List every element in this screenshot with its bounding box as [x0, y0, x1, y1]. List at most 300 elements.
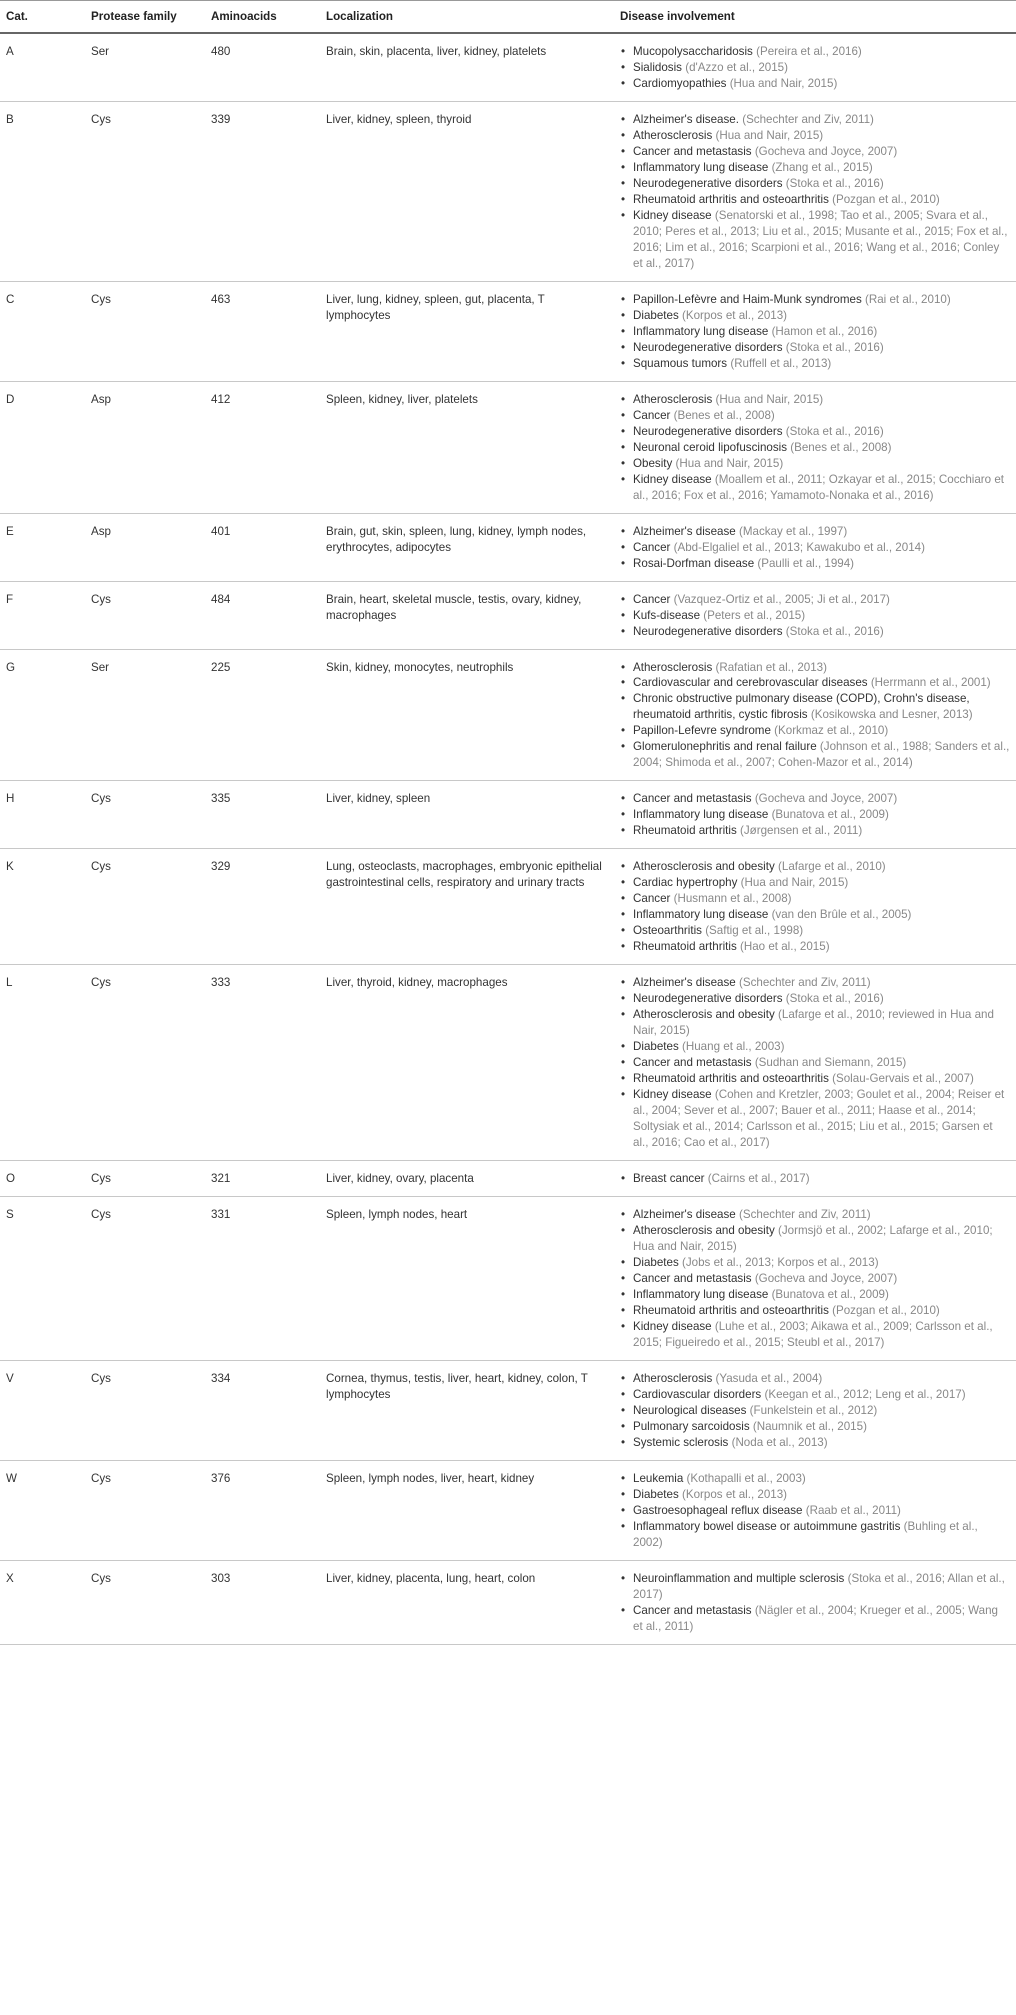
disease-item	[620, 540, 1010, 556]
disease-list	[620, 112, 1010, 272]
cell-cat: G	[0, 649, 85, 781]
cell-family: Cys	[85, 1360, 205, 1460]
disease-name: Squamous tumors	[633, 356, 728, 370]
disease-reference: (Jørgensen et al., 2011)	[739, 824, 863, 838]
disease-name: Cancer and metastasis	[633, 144, 752, 158]
disease-name: Papillon-Lefevre syndrome	[633, 724, 771, 738]
disease-item	[620, 660, 1010, 676]
cell-localization: Brain, skin, placenta, liver, kidney, platelets	[320, 33, 614, 101]
disease-name: Papillon-Lefèvre and Haim-Munk syndromes	[633, 292, 862, 306]
disease-item	[620, 1371, 1010, 1387]
cell-family: Cys	[85, 1197, 205, 1361]
disease-name: Breast cancer	[633, 1172, 705, 1186]
cell-cat: E	[0, 513, 85, 581]
cell-family: Ser	[85, 33, 205, 101]
disease-list	[620, 660, 1010, 772]
cell-disease	[614, 513, 1016, 581]
disease-item	[620, 1319, 1010, 1351]
disease-reference: (Paulli et al., 1994)	[757, 556, 855, 570]
disease-name: Atherosclerosis	[633, 392, 713, 406]
disease-name: Cancer	[633, 540, 671, 554]
header-row	[0, 1, 1016, 33]
disease-reference: (Jobs et al., 2013; Korpos et al., 2013)	[682, 1256, 879, 1270]
table-row	[0, 849, 1016, 965]
disease-reference: (Herrmann et al., 2001)	[870, 676, 991, 690]
cell-localization: Cornea, thymus, testis, liver, heart, kidney, colon, T lymphocytes	[320, 1360, 614, 1460]
disease-reference: (Stoka et al., 2016)	[785, 624, 884, 638]
disease-item	[620, 392, 1010, 408]
cell-localization: Brain, heart, skeletal muscle, testis, ovary, kidney, macrophages	[320, 581, 614, 649]
disease-reference: (Nägler et al., 2004; Krueger et al., 2005; Wang et al., 2011)	[633, 1603, 998, 1633]
disease-reference: (Funkelstein et al., 2012)	[749, 1403, 878, 1417]
disease-item	[620, 1603, 1010, 1635]
cell-aminoacids: 401	[205, 513, 320, 581]
table-row	[0, 649, 1016, 781]
disease-name: Inflammatory lung disease	[633, 908, 769, 922]
disease-reference: (Bunatova et al., 2009)	[771, 808, 889, 822]
disease-item	[620, 1039, 1010, 1055]
cell-disease	[614, 965, 1016, 1161]
disease-item	[620, 192, 1010, 208]
cell-cat: B	[0, 101, 85, 281]
disease-list	[620, 524, 1010, 572]
disease-item	[620, 1519, 1010, 1551]
disease-name: Alzheimer's disease	[633, 976, 736, 990]
cell-cat: X	[0, 1560, 85, 1644]
disease-name: Atherosclerosis and obesity	[633, 860, 775, 874]
cell-cat: C	[0, 281, 85, 381]
cell-localization: Spleen, kidney, liver, platelets	[320, 381, 614, 513]
disease-name: Inflammatory lung disease	[633, 808, 769, 822]
disease-item	[620, 356, 1010, 372]
disease-reference: (Mackay et al., 1997)	[738, 524, 848, 538]
disease-item	[620, 60, 1010, 76]
disease-reference: (Hao et al., 2015)	[739, 940, 830, 954]
disease-item	[620, 1287, 1010, 1303]
disease-item	[620, 1303, 1010, 1319]
disease-item	[620, 160, 1010, 176]
disease-item	[620, 1271, 1010, 1287]
disease-reference: (Pozgan et al., 2010)	[832, 192, 940, 206]
disease-reference: (Abd-Elgaliel et al., 2013; Kawakubo et al., 2014)	[673, 540, 925, 554]
header-aminoacids: Aminoacids	[205, 1, 320, 33]
disease-name: Alzheimer's disease	[633, 1208, 736, 1222]
cell-disease	[614, 101, 1016, 281]
disease-reference: (Rafatian et al., 2013)	[715, 660, 827, 674]
disease-reference: (Saftig et al., 1998)	[705, 924, 804, 938]
disease-item	[620, 975, 1010, 991]
disease-item	[620, 1055, 1010, 1071]
disease-item	[620, 1071, 1010, 1087]
disease-reference: (Huang et al., 2003)	[682, 1040, 785, 1054]
disease-item	[620, 292, 1010, 308]
disease-item	[620, 1571, 1010, 1603]
cell-disease	[614, 1360, 1016, 1460]
cell-family: Asp	[85, 513, 205, 581]
disease-reference: (Stoka et al., 2016)	[785, 176, 884, 190]
disease-name: Pulmonary sarcoidosis	[633, 1419, 750, 1433]
disease-item	[620, 723, 1010, 739]
disease-item	[620, 1403, 1010, 1419]
cell-aminoacids: 335	[205, 781, 320, 849]
disease-list	[620, 1371, 1010, 1451]
cell-aminoacids: 339	[205, 101, 320, 281]
disease-reference: (Benes et al., 2008)	[790, 440, 892, 454]
table-row	[0, 965, 1016, 1161]
table-row	[0, 33, 1016, 101]
disease-list	[620, 44, 1010, 92]
disease-reference: (Johnson et al., 1988; Sanders et al., 2004; Shimoda et al., 2007; Cohen-Mazor et al., 2014)	[633, 740, 1010, 770]
disease-reference: (Stoka et al., 2016; Allan et al., 2017)	[633, 1571, 1005, 1601]
cell-disease	[614, 1560, 1016, 1644]
disease-reference: (Pereira et al., 2016)	[756, 44, 862, 58]
disease-item	[620, 308, 1010, 324]
cell-aminoacids: 321	[205, 1161, 320, 1197]
disease-name: Leukemia	[633, 1471, 684, 1485]
disease-name: Cardiovascular disorders	[633, 1387, 762, 1401]
disease-item	[620, 524, 1010, 540]
disease-name: Kidney disease	[633, 1088, 712, 1102]
cell-cat: A	[0, 33, 85, 101]
cell-localization: Liver, lung, kidney, spleen, gut, placenta, T lymphocytes	[320, 281, 614, 381]
disease-item	[620, 1487, 1010, 1503]
disease-name: Neurodegenerative disorders	[633, 424, 783, 438]
disease-reference: (Hua and Nair, 2015)	[729, 76, 838, 90]
disease-reference: (Hamon et al., 2016)	[771, 324, 878, 338]
disease-reference: (van den Brûle et al., 2005)	[771, 908, 912, 922]
disease-item	[620, 592, 1010, 608]
disease-reference: (Husmann et al., 2008)	[673, 892, 792, 906]
table-row	[0, 1360, 1016, 1460]
disease-name: Chronic obstructive pulmonary disease (COPD), Crohn's disease, rheumatoid arthritis, cystic fibrosis	[633, 692, 970, 722]
disease-reference: (Pozgan et al., 2010)	[832, 1303, 940, 1317]
cell-localization: Liver, kidney, spleen, thyroid	[320, 101, 614, 281]
disease-name: Cancer	[633, 408, 671, 422]
disease-item	[620, 1419, 1010, 1435]
header-family: Protease family	[85, 1, 205, 33]
disease-name: Rheumatoid arthritis	[633, 824, 737, 838]
cell-family: Cys	[85, 581, 205, 649]
table-header	[0, 1, 1016, 33]
cell-family: Cys	[85, 849, 205, 965]
disease-item	[620, 456, 1010, 472]
disease-name: Neurodegenerative disorders	[633, 176, 783, 190]
disease-item	[620, 608, 1010, 624]
cell-aminoacids: 463	[205, 281, 320, 381]
disease-name: Cancer and metastasis	[633, 792, 752, 806]
cell-family: Asp	[85, 381, 205, 513]
disease-item	[620, 907, 1010, 923]
disease-name: Neurodegenerative disorders	[633, 992, 783, 1006]
disease-item	[620, 1087, 1010, 1151]
disease-item	[620, 324, 1010, 340]
disease-name: Cancer	[633, 592, 671, 606]
disease-item	[620, 1435, 1010, 1451]
disease-reference: (Solau-Gervais et al., 2007)	[832, 1072, 974, 1086]
disease-item	[620, 791, 1010, 807]
cell-family: Cys	[85, 101, 205, 281]
disease-name: Osteoarthritis	[633, 924, 702, 938]
cell-disease	[614, 849, 1016, 965]
table-row	[0, 381, 1016, 513]
cell-localization: Liver, thyroid, kidney, macrophages	[320, 965, 614, 1161]
disease-name: Rheumatoid arthritis and osteoarthritis	[633, 1072, 829, 1086]
disease-item	[620, 472, 1010, 504]
cell-cat: H	[0, 781, 85, 849]
disease-reference: (Gocheva and Joyce, 2007)	[754, 144, 898, 158]
cell-aminoacids: 331	[205, 1197, 320, 1361]
disease-item	[620, 1471, 1010, 1487]
disease-list	[620, 791, 1010, 839]
disease-reference: (Rai et al., 2010)	[865, 292, 951, 306]
cell-aminoacids: 333	[205, 965, 320, 1161]
disease-reference: (Schechter and Ziv, 2011)	[742, 112, 874, 126]
table-row	[0, 101, 1016, 281]
cell-disease	[614, 1460, 1016, 1560]
cell-disease	[614, 1197, 1016, 1361]
disease-reference: (Jormsjö et al., 2002; Lafarge et al., 2010; Hua and Nair, 2015)	[633, 1224, 993, 1254]
disease-item	[620, 1207, 1010, 1223]
table-row	[0, 1460, 1016, 1560]
disease-name: Kidney disease	[633, 472, 712, 486]
cell-disease	[614, 33, 1016, 101]
disease-name: Atherosclerosis	[633, 128, 713, 142]
table-row	[0, 581, 1016, 649]
cell-localization: Liver, kidney, ovary, placenta	[320, 1161, 614, 1197]
disease-reference: (Moallem et al., 2011; Ozkayar et al., 2015; Cocchiaro et al., 2016; Fox et al., 2016; Yamamoto-Nonaka et al., 2016)	[633, 472, 1004, 502]
cell-aminoacids: 484	[205, 581, 320, 649]
disease-reference: (Gocheva and Joyce, 2007)	[754, 1272, 898, 1285]
disease-reference: (Naumnik et al., 2015)	[752, 1419, 867, 1433]
disease-name: Cardiac hypertrophy	[633, 876, 738, 890]
disease-list	[620, 292, 1010, 372]
disease-name: Neuroinflammation and multiple sclerosis	[633, 1571, 845, 1585]
disease-reference: (Ruffell et al., 2013)	[730, 356, 832, 370]
cell-disease	[614, 1161, 1016, 1197]
disease-name: Rosai-Dorfman disease	[633, 556, 755, 570]
disease-name: Atherosclerosis	[633, 1371, 713, 1385]
disease-name: Systemic sclerosis	[633, 1435, 729, 1449]
disease-reference: (Zhang et al., 2015)	[771, 160, 873, 174]
disease-name: Cancer	[633, 892, 671, 906]
cell-disease	[614, 281, 1016, 381]
cell-disease	[614, 381, 1016, 513]
cell-aminoacids: 303	[205, 1560, 320, 1644]
disease-reference: (Yasuda et al., 2004)	[715, 1371, 823, 1385]
disease-reference: (Lafarge et al., 2010; reviewed in Hua and Nair, 2015)	[633, 1008, 994, 1038]
disease-list	[620, 859, 1010, 955]
disease-reference: (Benes et al., 2008)	[673, 408, 775, 422]
disease-name: Rheumatoid arthritis and osteoarthritis	[633, 192, 829, 206]
table-body	[0, 33, 1016, 1644]
cell-aminoacids: 334	[205, 1360, 320, 1460]
cell-cat: K	[0, 849, 85, 965]
disease-reference: (Raab et al., 2011)	[805, 1503, 901, 1517]
disease-item	[620, 624, 1010, 640]
disease-list	[620, 1571, 1010, 1635]
cell-aminoacids: 329	[205, 849, 320, 965]
disease-reference: (Bunatova et al., 2009)	[771, 1287, 889, 1301]
disease-item	[620, 691, 1010, 723]
disease-list	[620, 592, 1010, 640]
disease-name: Rheumatoid arthritis	[633, 940, 737, 954]
disease-name: Obesity	[633, 456, 673, 470]
disease-name: Diabetes	[633, 1040, 679, 1054]
cell-localization: Liver, kidney, placenta, lung, heart, colon	[320, 1560, 614, 1644]
cell-localization: Lung, osteoclasts, macrophages, embryonic epithelial gastrointestinal cells, respiratory and urinary tracts	[320, 849, 614, 965]
disease-item	[620, 1171, 1010, 1187]
disease-item	[620, 208, 1010, 272]
disease-reference: (Korpos et al., 2013)	[682, 1487, 788, 1501]
disease-name: Atherosclerosis	[633, 660, 713, 674]
cell-disease	[614, 649, 1016, 781]
cell-localization: Liver, kidney, spleen	[320, 781, 614, 849]
disease-item	[620, 556, 1010, 572]
disease-name: Cancer and metastasis	[633, 1603, 752, 1617]
cell-cat: F	[0, 581, 85, 649]
disease-name: Kidney disease	[633, 208, 712, 222]
table-row	[0, 1161, 1016, 1197]
disease-item	[620, 340, 1010, 356]
disease-reference: (Schechter and Ziv, 2011)	[738, 1208, 871, 1222]
disease-name: Atherosclerosis and obesity	[633, 1008, 775, 1022]
disease-reference: (Sudhan and Siemann, 2015)	[754, 1056, 907, 1070]
disease-name: Inflammatory lung disease	[633, 1287, 769, 1301]
cell-cat: W	[0, 1460, 85, 1560]
header-disease: Disease involvement	[614, 1, 1016, 33]
disease-name: Cancer and metastasis	[633, 1056, 752, 1070]
disease-item	[620, 939, 1010, 955]
cell-family: Cys	[85, 1560, 205, 1644]
disease-item	[620, 807, 1010, 823]
disease-item	[620, 408, 1010, 424]
disease-item	[620, 991, 1010, 1007]
disease-item	[620, 128, 1010, 144]
cell-aminoacids: 376	[205, 1460, 320, 1560]
disease-name: Sialidosis	[633, 60, 682, 74]
cell-aminoacids: 225	[205, 649, 320, 781]
disease-name: Alzheimer's disease	[633, 524, 736, 538]
disease-reference: (d'Azzo et al., 2015)	[685, 60, 788, 74]
disease-name: Inflammatory bowel disease or autoimmune gastritis	[633, 1519, 901, 1533]
disease-name: Kufs-disease	[633, 608, 701, 622]
disease-item	[620, 739, 1010, 771]
disease-name: Diabetes	[633, 308, 679, 322]
cell-cat: S	[0, 1197, 85, 1361]
disease-name: Cancer and metastasis	[633, 1272, 752, 1285]
disease-item	[620, 76, 1010, 92]
disease-item	[620, 1255, 1010, 1271]
table-row	[0, 281, 1016, 381]
disease-name: Neurological diseases	[633, 1403, 747, 1417]
cell-family: Cys	[85, 965, 205, 1161]
table-row	[0, 781, 1016, 849]
disease-item	[620, 875, 1010, 891]
disease-reference: (Stoka et al., 2016)	[785, 992, 884, 1006]
disease-name: Neurodegenerative disorders	[633, 340, 783, 354]
header-localization: Localization	[320, 1, 614, 33]
disease-reference: (Kothapalli et al., 2003)	[686, 1471, 806, 1485]
disease-reference: (Hua and Nair, 2015)	[675, 456, 784, 470]
cell-localization: Spleen, lymph nodes, heart	[320, 1197, 614, 1361]
disease-reference: (Korkmaz et al., 2010)	[774, 724, 889, 738]
disease-reference: (Stoka et al., 2016)	[785, 340, 884, 354]
disease-reference: (Korpos et al., 2013)	[682, 308, 788, 322]
disease-reference: (Keegan et al., 2012; Leng et al., 2017)	[764, 1387, 966, 1401]
header-cat: Cat.	[0, 1, 85, 33]
disease-item	[620, 923, 1010, 939]
disease-name: Glomerulonephritis and renal failure	[633, 740, 817, 754]
cell-cat: L	[0, 965, 85, 1161]
disease-reference: (Cairns et al., 2017)	[707, 1172, 810, 1186]
disease-reference: (Luhe et al., 2003; Aikawa et al., 2009; Carlsson et al., 2015; Figueiredo et al., 2015; Steubl et al., 2017)	[633, 1319, 993, 1349]
table-row	[0, 513, 1016, 581]
cell-localization: Skin, kidney, monocytes, neutrophils	[320, 649, 614, 781]
disease-list	[620, 975, 1010, 1151]
table-row	[0, 1560, 1016, 1644]
disease-name: Diabetes	[633, 1487, 679, 1501]
disease-reference: (Vazquez-Ortiz et al., 2005; Ji et al., 2017)	[673, 592, 890, 606]
disease-list	[620, 1471, 1010, 1551]
disease-list	[620, 1207, 1010, 1351]
disease-item	[620, 176, 1010, 192]
cell-cat: V	[0, 1360, 85, 1460]
disease-reference: (Hua and Nair, 2015)	[715, 392, 824, 406]
disease-reference: (Cohen and Kretzler, 2003; Goulet et al., 2004; Reiser et al., 2004; Sever et al., 2007; Bauer et al., 2011; Haase et al., 2014; Soltysiak et al., 2014; Carlsson et al., 2015; Liu et al., 2015; Garsen et al., 2016; Cao et al., 2017)	[633, 1088, 1005, 1150]
disease-name: Inflammatory lung disease	[633, 160, 769, 174]
disease-reference: (Buhling et al., 2002)	[633, 1519, 978, 1549]
disease-item	[620, 1387, 1010, 1403]
cell-cat: O	[0, 1161, 85, 1197]
disease-reference: (Stoka et al., 2016)	[785, 424, 884, 438]
disease-list	[620, 392, 1010, 504]
disease-item	[620, 440, 1010, 456]
cell-aminoacids: 480	[205, 33, 320, 101]
disease-item	[620, 112, 1010, 128]
disease-item	[620, 675, 1010, 691]
disease-reference: (Hua and Nair, 2015)	[715, 128, 824, 142]
cell-localization: Brain, gut, skin, spleen, lung, kidney, lymph nodes, erythrocytes, adipocytes	[320, 513, 614, 581]
disease-reference: (Peters et al., 2015)	[703, 608, 806, 622]
disease-item	[620, 891, 1010, 907]
cell-cat: D	[0, 381, 85, 513]
disease-item	[620, 1503, 1010, 1519]
disease-item	[620, 1007, 1010, 1039]
disease-name: Rheumatoid arthritis and osteoarthritis	[633, 1303, 829, 1317]
disease-reference: (Hua and Nair, 2015)	[740, 876, 849, 890]
disease-item	[620, 424, 1010, 440]
cell-localization: Spleen, lymph nodes, liver, heart, kidney	[320, 1460, 614, 1560]
disease-name: Cardiovascular and cerebrovascular diseases	[633, 676, 868, 690]
table-row	[0, 1197, 1016, 1361]
disease-name: Diabetes	[633, 1256, 679, 1270]
cell-disease	[614, 581, 1016, 649]
disease-reference: (Lafarge et al., 2010)	[778, 860, 886, 874]
disease-name: Gastroesophageal reflux disease	[633, 1503, 803, 1517]
disease-item	[620, 44, 1010, 60]
cell-family: Cys	[85, 1460, 205, 1560]
disease-name: Atherosclerosis and obesity	[633, 1224, 775, 1238]
disease-reference: (Kosikowska and Lesner, 2013)	[810, 708, 973, 722]
disease-name: Cardiomyopathies	[633, 76, 727, 90]
disease-name: Neurodegenerative disorders	[633, 624, 783, 638]
disease-item	[620, 823, 1010, 839]
disease-reference: (Senatorski et al., 1998; Tao et al., 2005; Svara et al., 2010; Peres et al., 2013; Liu et al., 2015; Musante et al., 2015; Fox et al., 2016; Lim et al., 2016; Scarpioni et al., 2016; Wang et al., 2016; Conley et al., 2017)	[633, 208, 1008, 270]
disease-item	[620, 144, 1010, 160]
disease-item	[620, 1223, 1010, 1255]
disease-name: Alzheimer's disease.	[633, 112, 739, 126]
disease-name: Kidney disease	[633, 1319, 712, 1333]
